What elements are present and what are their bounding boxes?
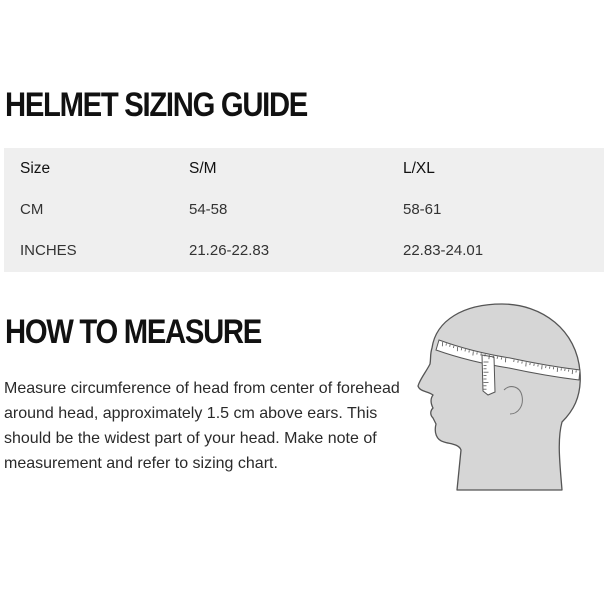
- table-header-row: [4, 160, 604, 184]
- sizing-table: [4, 148, 604, 272]
- table-cell: 22.83-24.01: [403, 242, 484, 259]
- table-header-cell: Size: [20, 160, 51, 177]
- table-cell: 21.26-22.83: [189, 242, 270, 259]
- table-cell: CM: [20, 201, 44, 218]
- table-cell: 54-58: [189, 201, 228, 218]
- measure-instructions: Measure circumference of head from center of forehead around head, approximately 1.5 cm above ears. This should be the widest part of your head. Make note of measurement and refer to sizing chart.: [4, 380, 400, 472]
- head-silhouette: [418, 304, 580, 490]
- sizing-guide-title: HELMET SIZING GUIDE: [5, 86, 308, 124]
- table-cell: 58-61: [403, 201, 442, 218]
- table-header-cell: L/XL: [403, 160, 435, 177]
- table-row: [4, 201, 604, 225]
- how-to-measure-title: HOW TO MEASURE: [5, 313, 261, 351]
- table-cell: INCHES: [20, 242, 77, 259]
- head-measuring-tape-icon: [412, 300, 592, 495]
- table-row: [4, 242, 604, 266]
- table-header-cell: S/M: [189, 160, 217, 177]
